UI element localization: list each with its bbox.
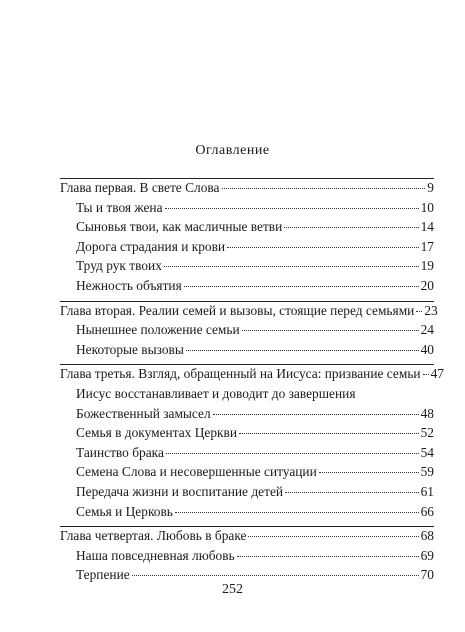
chapter-section (60, 301, 438, 362)
entry-title: Дорога страдания и крови (76, 238, 226, 254)
dot-leader (248, 536, 418, 537)
entry-title: Труд рук твоих (76, 258, 162, 274)
toc-entry[interactable] (60, 548, 434, 568)
entry-title: Семена Слова и несовершенные ситуации (76, 464, 317, 480)
toc-entry[interactable] (60, 278, 434, 298)
entry-title: Семья и Церковь (76, 503, 173, 519)
entry-title: Передача жизни и воспитание детей (76, 483, 284, 499)
entry-page: 48 (420, 405, 434, 421)
toc-entry[interactable] (60, 239, 434, 259)
entry-page: 69 (420, 547, 434, 563)
dot-leader (165, 208, 419, 209)
table-of-contents (60, 178, 444, 590)
entry-page: 54 (420, 444, 434, 460)
toc-entry[interactable] (60, 504, 434, 524)
chapter-entry[interactable] (60, 528, 434, 548)
toc-entry[interactable] (60, 322, 434, 342)
entry-page: 61 (420, 483, 434, 499)
entry-page: 59 (420, 464, 434, 480)
dot-leader (132, 575, 419, 576)
toc-entry[interactable] (60, 219, 434, 239)
toc-entry[interactable] (60, 445, 434, 465)
chapter-entry[interactable] (60, 180, 434, 200)
dot-leader (237, 556, 419, 557)
chapter-page: 9 (427, 180, 434, 195)
chapter-entry[interactable] (60, 302, 438, 323)
dot-leader (285, 492, 419, 493)
dot-leader (164, 266, 419, 267)
entry-title: Наша повседневная любовь (76, 547, 235, 563)
chapter-page: 68 (420, 528, 434, 544)
entry-page: 66 (420, 503, 434, 519)
entry-title: Нежность объятия (76, 277, 182, 293)
toc-entry[interactable] (60, 464, 434, 484)
chapter-section (60, 364, 444, 523)
dot-leader (213, 414, 419, 415)
entry-title: Иисус восстанавливает и доводит до завершения (76, 385, 356, 401)
entry-title: Ты и твоя жена (76, 199, 163, 215)
entry-page: 17 (420, 238, 434, 254)
chapter-section (60, 178, 434, 298)
chapter-title: Глава первая. В свете Слова (60, 180, 220, 195)
dot-leader (166, 453, 419, 454)
dot-leader (175, 512, 419, 513)
chapter-page: 23 (424, 302, 438, 318)
dot-leader (423, 374, 429, 375)
chapter-section (60, 526, 434, 587)
toc-entry[interactable] (60, 425, 434, 445)
entry-title: Сыновья твои, как масличные ветви (76, 219, 283, 235)
toc-entry[interactable] (60, 200, 434, 220)
dot-leader (284, 227, 418, 228)
entry-title: Некоторые вызовы (76, 341, 184, 357)
entry-title: Семья в документах Церкви (76, 425, 238, 441)
chapter-title: Глава третья. Взгляд, обращенный на Иисуса: призвание семьи (60, 366, 421, 382)
dot-leader (222, 188, 426, 189)
dot-leader (242, 330, 419, 331)
dot-leader (184, 286, 419, 287)
chapter-page: 47 (430, 366, 444, 382)
chapter-title: Глава вторая. Реалии семей и вызовы, стоящие перед семьями (60, 302, 415, 318)
dot-leader (319, 472, 419, 473)
dot-leader (186, 350, 419, 351)
toc-title: Оглавление (195, 143, 270, 158)
entry-page: 19 (420, 258, 434, 274)
chapter-entry[interactable] (60, 366, 444, 386)
entry-title: Таинство брака (76, 444, 164, 460)
entry-title-continued: Божественный замысел (76, 405, 211, 421)
entry-title: Терпение (76, 567, 130, 583)
toc-entry[interactable] (60, 258, 434, 278)
toc-entry-first-line[interactable] (60, 386, 434, 406)
entry-page: 40 (420, 341, 434, 357)
chapter-title: Глава четвертая. Любовь в браке (60, 528, 247, 544)
toc-entry[interactable] (60, 342, 434, 362)
entry-page: 52 (420, 425, 434, 441)
toc-entry[interactable] (60, 484, 434, 504)
dot-leader (227, 247, 419, 248)
entry-page: 10 (420, 199, 434, 215)
dot-leader (239, 433, 419, 434)
entry-title: Нынешнее положение семьи (76, 322, 240, 338)
entry-page: 20 (420, 277, 434, 293)
page-number: 252 (222, 582, 243, 597)
toc-entry-continuation[interactable] (60, 406, 434, 426)
entry-page: 70 (420, 567, 434, 583)
dot-leader (416, 311, 422, 312)
entry-page: 14 (420, 219, 434, 235)
entry-page: 24 (420, 322, 434, 338)
